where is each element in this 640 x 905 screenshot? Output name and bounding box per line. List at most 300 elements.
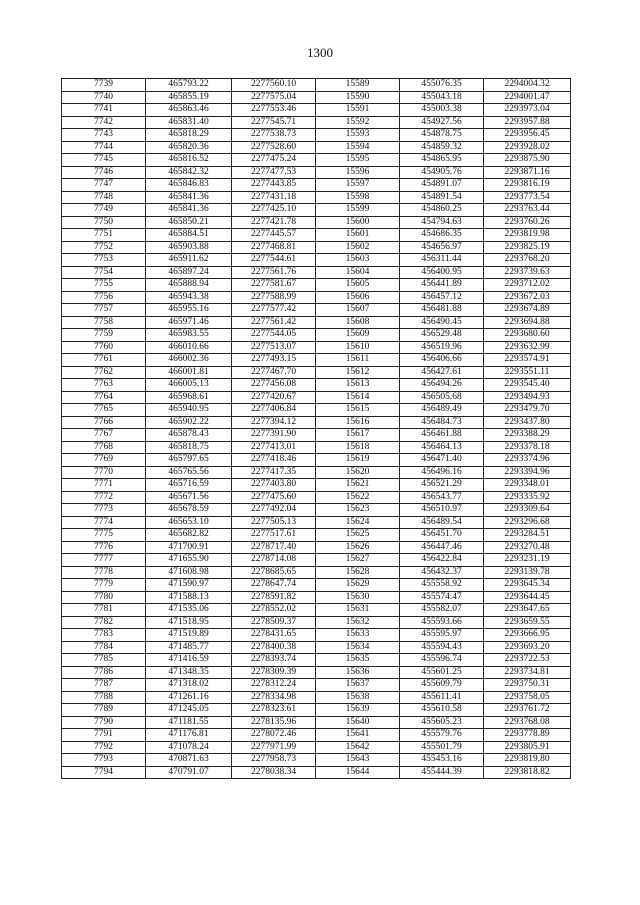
y-coordinate-cell: 2278323.61: [232, 704, 316, 717]
point-id-cell: 7753: [62, 254, 146, 267]
y-coordinate-cell: 2293693.20: [484, 641, 571, 654]
y-coordinate-cell: 2293819.80: [484, 754, 571, 767]
y-coordinate-cell: 2277418.46: [232, 454, 316, 467]
table-row: [62, 266, 571, 279]
x-coordinate-cell: 465818.29: [146, 129, 232, 142]
point-id-cell: 7759: [62, 329, 146, 342]
y-coordinate-cell: 2277413.01: [232, 441, 316, 454]
point-id-cell: 15621: [316, 479, 400, 492]
point-id-cell: 7772: [62, 491, 146, 504]
point-id-cell: 7774: [62, 516, 146, 529]
point-id-cell: 15609: [316, 329, 400, 342]
y-coordinate-cell: 2277475.60: [232, 491, 316, 504]
y-coordinate-cell: 2293374.96: [484, 454, 571, 467]
point-id-cell: 15626: [316, 541, 400, 554]
y-coordinate-cell: 2293394.96: [484, 466, 571, 479]
x-coordinate-cell: 455579.76: [400, 729, 484, 742]
x-coordinate-cell: 456519.96: [400, 341, 484, 354]
y-coordinate-cell: 2293551.11: [484, 366, 571, 379]
point-id-cell: 15594: [316, 141, 400, 154]
table-row: [62, 491, 571, 504]
table-row: [62, 691, 571, 704]
y-coordinate-cell: 2293973.04: [484, 104, 571, 117]
x-coordinate-cell: 455605.23: [400, 716, 484, 729]
y-coordinate-cell: 2277561.76: [232, 266, 316, 279]
y-coordinate-cell: 2277493.15: [232, 354, 316, 367]
point-id-cell: 7739: [62, 79, 146, 92]
x-coordinate-cell: 455444.39: [400, 766, 484, 779]
x-coordinate-cell: 470791.07: [146, 766, 232, 779]
table-row: [62, 704, 571, 717]
x-coordinate-cell: 471261.16: [146, 691, 232, 704]
x-coordinate-cell: 456481.88: [400, 304, 484, 317]
point-id-cell: 7766: [62, 416, 146, 429]
point-id-cell: 7758: [62, 316, 146, 329]
y-coordinate-cell: 2278591.82: [232, 591, 316, 604]
y-coordinate-cell: 2277538.73: [232, 129, 316, 142]
y-coordinate-cell: 2278038.34: [232, 766, 316, 779]
x-coordinate-cell: 456494.26: [400, 379, 484, 392]
x-coordinate-cell: 455595.97: [400, 629, 484, 642]
point-id-cell: 7770: [62, 466, 146, 479]
point-id-cell: 7786: [62, 666, 146, 679]
x-coordinate-cell: 470871.63: [146, 754, 232, 767]
point-id-cell: 15601: [316, 229, 400, 242]
x-coordinate-cell: 471485.77: [146, 641, 232, 654]
table-row: [62, 341, 571, 354]
x-coordinate-cell: 455582.07: [400, 604, 484, 617]
x-coordinate-cell: 471590.97: [146, 579, 232, 592]
point-id-cell: 15595: [316, 154, 400, 167]
y-coordinate-cell: 2277475.24: [232, 154, 316, 167]
point-id-cell: 15639: [316, 704, 400, 717]
x-coordinate-cell: 465884.51: [146, 229, 232, 242]
y-coordinate-cell: 2277528.60: [232, 141, 316, 154]
table-row: [62, 216, 571, 229]
point-id-cell: 15640: [316, 716, 400, 729]
y-coordinate-cell: 2277581.67: [232, 279, 316, 292]
y-coordinate-cell: 2277467.70: [232, 366, 316, 379]
table-row: [62, 766, 571, 779]
y-coordinate-cell: 2294004.32: [484, 79, 571, 92]
y-coordinate-cell: 2293750.31: [484, 679, 571, 692]
x-coordinate-cell: 466005.13: [146, 379, 232, 392]
point-id-cell: 15602: [316, 241, 400, 254]
y-coordinate-cell: 2277545.71: [232, 116, 316, 129]
y-coordinate-cell: 2294001.47: [484, 91, 571, 104]
table-row: [62, 141, 571, 154]
point-id-cell: 7780: [62, 591, 146, 604]
y-coordinate-cell: 2277517.61: [232, 529, 316, 542]
point-id-cell: 7787: [62, 679, 146, 692]
x-coordinate-cell: 454927.56: [400, 116, 484, 129]
x-coordinate-cell: 471608.98: [146, 566, 232, 579]
x-coordinate-cell: 465878.43: [146, 429, 232, 442]
point-id-cell: 15627: [316, 554, 400, 567]
x-coordinate-cell: 454878.75: [400, 129, 484, 142]
x-coordinate-cell: 465682.82: [146, 529, 232, 542]
table-row: [62, 404, 571, 417]
y-coordinate-cell: 2277492.04: [232, 504, 316, 517]
point-id-cell: 15622: [316, 491, 400, 504]
point-id-cell: 7782: [62, 616, 146, 629]
x-coordinate-cell: 471700.91: [146, 541, 232, 554]
y-coordinate-cell: 2293928.02: [484, 141, 571, 154]
y-coordinate-cell: 2278072.46: [232, 729, 316, 742]
point-id-cell: 15620: [316, 466, 400, 479]
x-coordinate-cell: 466010.66: [146, 341, 232, 354]
x-coordinate-cell: 456490.45: [400, 316, 484, 329]
point-id-cell: 15604: [316, 266, 400, 279]
y-coordinate-cell: 2293768.20: [484, 254, 571, 267]
point-id-cell: 7754: [62, 266, 146, 279]
y-coordinate-cell: 2277394.12: [232, 416, 316, 429]
point-id-cell: 15624: [316, 516, 400, 529]
table-row: [62, 154, 571, 167]
x-coordinate-cell: 456484.73: [400, 416, 484, 429]
x-coordinate-cell: 455596.74: [400, 654, 484, 667]
table-row: [62, 641, 571, 654]
point-id-cell: 7743: [62, 129, 146, 142]
y-coordinate-cell: 2293335.92: [484, 491, 571, 504]
y-coordinate-cell: 2278393.74: [232, 654, 316, 667]
table-row: [62, 366, 571, 379]
table-row: [62, 91, 571, 104]
table-row: [62, 416, 571, 429]
point-id-cell: 15632: [316, 616, 400, 629]
y-coordinate-cell: 2293545.40: [484, 379, 571, 392]
table-row: [62, 754, 571, 767]
table-row: [62, 554, 571, 567]
y-coordinate-cell: 2293666.95: [484, 629, 571, 642]
x-coordinate-cell: 456489.49: [400, 404, 484, 417]
table-row: [62, 129, 571, 142]
x-coordinate-cell: 465940.95: [146, 404, 232, 417]
table-row: [62, 116, 571, 129]
point-id-cell: 15629: [316, 579, 400, 592]
y-coordinate-cell: 2293818.82: [484, 766, 571, 779]
x-coordinate-cell: 471078.24: [146, 741, 232, 754]
point-id-cell: 15599: [316, 204, 400, 217]
y-coordinate-cell: 2293778.89: [484, 729, 571, 742]
table-row: [62, 591, 571, 604]
table-row: [62, 679, 571, 692]
x-coordinate-cell: 455453.16: [400, 754, 484, 767]
table-row: [62, 604, 571, 617]
point-id-cell: 15612: [316, 366, 400, 379]
point-id-cell: 15634: [316, 641, 400, 654]
y-coordinate-cell: 2293875.90: [484, 154, 571, 167]
table-row: [62, 441, 571, 454]
x-coordinate-cell: 466001.81: [146, 366, 232, 379]
point-id-cell: 15596: [316, 166, 400, 179]
x-coordinate-cell: 454656.97: [400, 241, 484, 254]
table-row: [62, 741, 571, 754]
y-coordinate-cell: 2293674.89: [484, 304, 571, 317]
x-coordinate-cell: 456432.37: [400, 566, 484, 579]
table-row: [62, 254, 571, 267]
y-coordinate-cell: 2277544.61: [232, 254, 316, 267]
point-id-cell: 15615: [316, 404, 400, 417]
point-id-cell: 15610: [316, 341, 400, 354]
y-coordinate-cell: 2277425.10: [232, 204, 316, 217]
table-row: [62, 529, 571, 542]
y-coordinate-cell: 2293739.63: [484, 266, 571, 279]
y-coordinate-cell: 2293632.99: [484, 341, 571, 354]
y-coordinate-cell: 2293825.19: [484, 241, 571, 254]
table-row: [62, 354, 571, 367]
y-coordinate-cell: 2293768.08: [484, 716, 571, 729]
point-id-cell: 15616: [316, 416, 400, 429]
y-coordinate-cell: 2293139.78: [484, 566, 571, 579]
y-coordinate-cell: 2293819.98: [484, 229, 571, 242]
point-id-cell: 15636: [316, 666, 400, 679]
y-coordinate-cell: 2293479.70: [484, 404, 571, 417]
x-coordinate-cell: 471535.06: [146, 604, 232, 617]
x-coordinate-cell: 465797.65: [146, 454, 232, 467]
point-id-cell: 7783: [62, 629, 146, 642]
y-coordinate-cell: 2277417.35: [232, 466, 316, 479]
x-coordinate-cell: 465820.36: [146, 141, 232, 154]
x-coordinate-cell: 465968.61: [146, 391, 232, 404]
point-id-cell: 7747: [62, 179, 146, 192]
x-coordinate-cell: 456489.54: [400, 516, 484, 529]
y-coordinate-cell: 2293645.34: [484, 579, 571, 592]
point-id-cell: 7768: [62, 441, 146, 454]
table-row: [62, 229, 571, 242]
x-coordinate-cell: 471588.13: [146, 591, 232, 604]
y-coordinate-cell: 2293494.93: [484, 391, 571, 404]
x-coordinate-cell: 465816.52: [146, 154, 232, 167]
x-coordinate-cell: 465971.46: [146, 316, 232, 329]
point-id-cell: 15642: [316, 741, 400, 754]
x-coordinate-cell: 456406.66: [400, 354, 484, 367]
y-coordinate-cell: 2277443.85: [232, 179, 316, 192]
table-row: [62, 654, 571, 667]
point-id-cell: 15623: [316, 504, 400, 517]
x-coordinate-cell: 471416.59: [146, 654, 232, 667]
point-id-cell: 7785: [62, 654, 146, 667]
table-row: [62, 579, 571, 592]
y-coordinate-cell: 2293270.48: [484, 541, 571, 554]
point-id-cell: 15631: [316, 604, 400, 617]
table-row: [62, 541, 571, 554]
x-coordinate-cell: 471176.81: [146, 729, 232, 742]
y-coordinate-cell: 2278334.98: [232, 691, 316, 704]
y-coordinate-cell: 2293672.03: [484, 291, 571, 304]
point-id-cell: 7744: [62, 141, 146, 154]
x-coordinate-cell: 455003.38: [400, 104, 484, 117]
point-id-cell: 15628: [316, 566, 400, 579]
point-id-cell: 7778: [62, 566, 146, 579]
point-id-cell: 15643: [316, 754, 400, 767]
y-coordinate-cell: 2277588.99: [232, 291, 316, 304]
point-id-cell: 15618: [316, 441, 400, 454]
x-coordinate-cell: 465846.83: [146, 179, 232, 192]
x-coordinate-cell: 454860.25: [400, 204, 484, 217]
y-coordinate-cell: 2277544.05: [232, 329, 316, 342]
x-coordinate-cell: 456451.70: [400, 529, 484, 542]
x-coordinate-cell: 465841.36: [146, 204, 232, 217]
x-coordinate-cell: 465671.56: [146, 491, 232, 504]
x-coordinate-cell: 456505.68: [400, 391, 484, 404]
x-coordinate-cell: 456311.44: [400, 254, 484, 267]
x-coordinate-cell: 465818.75: [146, 441, 232, 454]
y-coordinate-cell: 2278309.39: [232, 666, 316, 679]
table-row: [62, 429, 571, 442]
table-row: [62, 466, 571, 479]
x-coordinate-cell: 454686.35: [400, 229, 484, 242]
table-row: [62, 566, 571, 579]
y-coordinate-cell: 2277456.08: [232, 379, 316, 392]
x-coordinate-cell: 456543.77: [400, 491, 484, 504]
point-id-cell: 7791: [62, 729, 146, 742]
x-coordinate-cell: 455501.79: [400, 741, 484, 754]
y-coordinate-cell: 2293647.65: [484, 604, 571, 617]
point-id-cell: 15600: [316, 216, 400, 229]
point-id-cell: 7771: [62, 479, 146, 492]
y-coordinate-cell: 2293722.53: [484, 654, 571, 667]
x-coordinate-cell: 465841.36: [146, 191, 232, 204]
table-row: [62, 479, 571, 492]
table-row: [62, 241, 571, 254]
table-row: [62, 391, 571, 404]
y-coordinate-cell: 2277561.42: [232, 316, 316, 329]
y-coordinate-cell: 2293805.91: [484, 741, 571, 754]
y-coordinate-cell: 2278509.37: [232, 616, 316, 629]
x-coordinate-cell: 456464.13: [400, 441, 484, 454]
point-id-cell: 15625: [316, 529, 400, 542]
point-id-cell: 7746: [62, 166, 146, 179]
x-coordinate-cell: 455076.35: [400, 79, 484, 92]
point-id-cell: 7749: [62, 204, 146, 217]
point-id-cell: 7773: [62, 504, 146, 517]
x-coordinate-cell: 454859.32: [400, 141, 484, 154]
point-id-cell: 15617: [316, 429, 400, 442]
x-coordinate-cell: 456461.88: [400, 429, 484, 442]
point-id-cell: 7745: [62, 154, 146, 167]
table-row: [62, 729, 571, 742]
y-coordinate-cell: 2293644.45: [484, 591, 571, 604]
y-coordinate-cell: 2293763.44: [484, 204, 571, 217]
table-row: [62, 304, 571, 317]
point-id-cell: 7742: [62, 116, 146, 129]
point-id-cell: 15591: [316, 104, 400, 117]
point-id-cell: 15633: [316, 629, 400, 642]
point-id-cell: 15614: [316, 391, 400, 404]
y-coordinate-cell: 2293437.80: [484, 416, 571, 429]
point-id-cell: 7792: [62, 741, 146, 754]
y-coordinate-cell: 2277406.84: [232, 404, 316, 417]
x-coordinate-cell: 455593.66: [400, 616, 484, 629]
y-coordinate-cell: 2293309.64: [484, 504, 571, 517]
x-coordinate-cell: 455043.18: [400, 91, 484, 104]
table-row: [62, 716, 571, 729]
x-coordinate-cell: 465897.24: [146, 266, 232, 279]
point-id-cell: 7784: [62, 641, 146, 654]
y-coordinate-cell: 2278400.38: [232, 641, 316, 654]
x-coordinate-cell: 465678.59: [146, 504, 232, 517]
y-coordinate-cell: 2293773.54: [484, 191, 571, 204]
point-id-cell: 15644: [316, 766, 400, 779]
point-id-cell: 15605: [316, 279, 400, 292]
y-coordinate-cell: 2293816.19: [484, 179, 571, 192]
x-coordinate-cell: 471655.90: [146, 554, 232, 567]
point-id-cell: 7762: [62, 366, 146, 379]
point-id-cell: 7779: [62, 579, 146, 592]
x-coordinate-cell: 465943.38: [146, 291, 232, 304]
point-id-cell: 15592: [316, 116, 400, 129]
x-coordinate-cell: 465850.21: [146, 216, 232, 229]
y-coordinate-cell: 2293231.19: [484, 554, 571, 567]
point-id-cell: 7767: [62, 429, 146, 442]
point-id-cell: 7775: [62, 529, 146, 542]
table-row: [62, 666, 571, 679]
x-coordinate-cell: 465888.94: [146, 279, 232, 292]
table-row: [62, 166, 571, 179]
point-id-cell: 15641: [316, 729, 400, 742]
table-row: [62, 316, 571, 329]
x-coordinate-cell: 471181.55: [146, 716, 232, 729]
table-row: [62, 191, 571, 204]
y-coordinate-cell: 2278647.74: [232, 579, 316, 592]
table-row: [62, 454, 571, 467]
y-coordinate-cell: 2277958.73: [232, 754, 316, 767]
point-id-cell: 15593: [316, 129, 400, 142]
x-coordinate-cell: 455609.79: [400, 679, 484, 692]
point-id-cell: 7763: [62, 379, 146, 392]
table-row: [62, 379, 571, 392]
point-id-cell: 7764: [62, 391, 146, 404]
coordinates-table: [61, 78, 571, 779]
y-coordinate-cell: 2293758.05: [484, 691, 571, 704]
point-id-cell: 7760: [62, 341, 146, 354]
point-id-cell: 7788: [62, 691, 146, 704]
y-coordinate-cell: 2278685.65: [232, 566, 316, 579]
x-coordinate-cell: 456427.61: [400, 366, 484, 379]
point-id-cell: 7756: [62, 291, 146, 304]
y-coordinate-cell: 2277505.13: [232, 516, 316, 529]
point-id-cell: 15611: [316, 354, 400, 367]
x-coordinate-cell: 471518.95: [146, 616, 232, 629]
point-id-cell: 7789: [62, 704, 146, 717]
x-coordinate-cell: 456422.84: [400, 554, 484, 567]
point-id-cell: 7790: [62, 716, 146, 729]
table-row: [62, 79, 571, 92]
point-id-cell: 7777: [62, 554, 146, 567]
x-coordinate-cell: 471245.05: [146, 704, 232, 717]
y-coordinate-cell: 2277420.67: [232, 391, 316, 404]
x-coordinate-cell: 456457.12: [400, 291, 484, 304]
x-coordinate-cell: 465911.62: [146, 254, 232, 267]
y-coordinate-cell: 2277403.80: [232, 479, 316, 492]
x-coordinate-cell: 455574.47: [400, 591, 484, 604]
y-coordinate-cell: 2277445.57: [232, 229, 316, 242]
point-id-cell: 7751: [62, 229, 146, 242]
point-id-cell: 7781: [62, 604, 146, 617]
x-coordinate-cell: 465855.19: [146, 91, 232, 104]
x-coordinate-cell: 455594.43: [400, 641, 484, 654]
y-coordinate-cell: 2293871.16: [484, 166, 571, 179]
table-row: [62, 616, 571, 629]
y-coordinate-cell: 2277560.10: [232, 79, 316, 92]
y-coordinate-cell: 2277513.07: [232, 341, 316, 354]
table-row: [62, 504, 571, 517]
y-coordinate-cell: 2277468.81: [232, 241, 316, 254]
x-coordinate-cell: 456441.89: [400, 279, 484, 292]
point-id-cell: 15638: [316, 691, 400, 704]
x-coordinate-cell: 465955.16: [146, 304, 232, 317]
